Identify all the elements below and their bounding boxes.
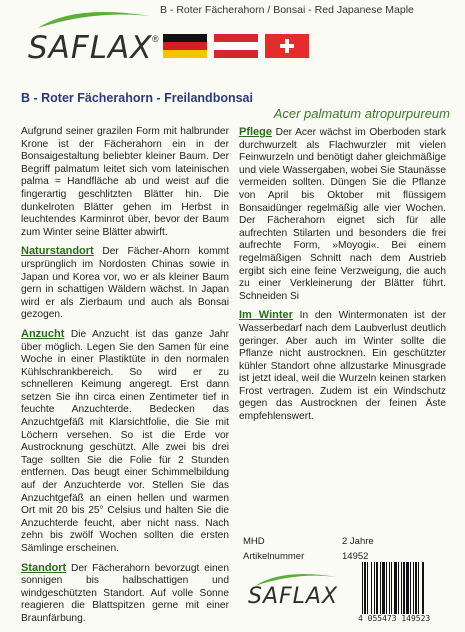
barcode-bar — [403, 562, 405, 614]
left-column — [21, 126, 229, 632]
standort-text: Der Fächerahorn bevorzugt einen sonnigen bis halbschattigen und windgeschützten Standort. Auf volle Sonne reagieren die Blattspitzen gerne mit einer Braunfärbung. — [21, 562, 229, 624]
footer-brand-wordmark: SAFLAX — [248, 584, 339, 609]
naturstandort-heading: Naturstandort — [21, 245, 94, 258]
austria-flag-icon — [214, 34, 258, 58]
right-column — [239, 126, 446, 430]
barcode-bar — [422, 562, 424, 614]
barcode-bar — [367, 562, 368, 614]
barcode-bar — [406, 562, 409, 614]
header — [0, 0, 465, 88]
barcode-bar — [398, 562, 399, 614]
winter-text: In den Wintermonaten ist der Wasserbedarf nach dem Laubverlust deutlich geringer. Aber auch im Winter sollte die Pflanze nicht austrocknen. Ein geschützter kühler Standort ohne allzustarke Minusgrade ist jetzt ideal, weil die Wurzeln keinen starken Frost vertragen. Zudem ist ein Windschutz gegen das Austrocknen der feinen Äste empfehlenswert. — [239, 310, 446, 423]
barcode-bar — [413, 562, 414, 614]
barcode-bar — [362, 562, 363, 614]
standort-heading: Standort — [21, 561, 67, 574]
barcode-digits: 4 055473 149523 — [358, 614, 431, 623]
product-top-line: B - Roter Fächerahorn / Bonsai - Red Japanese Maple — [160, 4, 414, 16]
registered-mark: ® — [152, 34, 159, 44]
standort-paragraph — [21, 562, 229, 626]
mhd-label: MHD — [243, 536, 265, 547]
naturstandort-text: Der Fächer-Ahorn kommt ursprünglich im Nordosten Chinas sowie in Japan und Korea vor, wo er als kleiner Baum gern in schattigen Wäldern wächst. In Japan wird er als Zierbaum und auch als Bonsai gezogen. — [21, 246, 229, 321]
barcode-bar — [380, 562, 381, 614]
germany-flag-icon — [163, 34, 207, 58]
article-label: Artikelnummer — [243, 551, 305, 562]
anzucht-text: Die Anzucht ist das ganze Jahr über möglich. Legen Sie den Samen für eine Woche in einer Plastiktüte in den normalen Kühlschrankbereich. So wird er zu schnelleren Keimung angeregt. Erst dann setzen Sie ihn circa einen Zentimeter tief in feuchte Anzuchterde. Bedecken das Anzuchtgefäß mit Klarsichtfolie, die Sie mit Löchern versehen. So ist die Erde vor Austrocknung geschützt. Alle zwei bis drei Tage sollten Sie die Folie für 2 Stunden entfernen. Das beugt einer Schimmelbildung auf der Anzuchterde vor. Stellen Sie das Anzuchtgefäß an einen hellen und warmen Ort mit 20 bis 25° Celsius und halten Sie die Anzuchterde feucht, aber nicht nass. Nach zehn bis zwölf Wochen sollten die ersten Sämlinge erscheinen. — [21, 328, 229, 554]
footer-saflax-logo — [248, 571, 344, 615]
pflege-paragraph — [239, 126, 446, 303]
naturstandort-paragraph — [21, 245, 229, 322]
pflege-heading: Pflege — [239, 126, 273, 138]
barcode-bar — [410, 562, 411, 614]
country-flags — [163, 34, 309, 58]
brand-wordmark: SAFLAX — [28, 30, 153, 66]
anzucht-paragraph — [21, 328, 229, 556]
pflege-text: Der Acer wächst im Oberboden stark durchwurzelt als Flachwurzler mit vielen Feinwurzeln und benötigt daher gleichmäßige und viele Wassergaben, wobei Sie Staunässe vermeiden sollten. Düngen Sie die Pflanze von April bis Oktober mit flüssigem Bonsaidünger regelmäßig alle vier Wochen. Der Fächerahorn eignet sich für alle aufrechten Stilarten und besonders die frei aufrechte Form, »Moyogi«. Bei einem regelmäßigen Schnitt nach dem Austrieb ergibt sich eine feine Verzweigung, die auch zu einer Verkleinerung der Blätter führt. Schneiden Si — [239, 127, 446, 302]
leaf-swoosh-icon — [34, 8, 154, 30]
barcode-bar — [401, 562, 402, 614]
latin-name: Acer palmatum atropurpureum — [273, 106, 450, 121]
barcode-bar — [371, 562, 372, 614]
switzerland-flag-icon — [265, 34, 309, 58]
barcode-bar — [389, 562, 390, 614]
barcode-bar — [376, 562, 378, 614]
barcode-bars — [358, 562, 456, 614]
barcode-bar — [386, 562, 387, 614]
barcode-bar — [364, 562, 366, 614]
saflax-logo — [28, 8, 160, 66]
barcode-bar — [391, 562, 392, 614]
winter-paragraph — [239, 309, 446, 423]
mhd-value: 2 Jahre — [342, 536, 374, 547]
intro-paragraph: Aufgrund seiner grazilen Form mit halbrunder Krone ist der Fächerahorn ein in der Bonsaigestaltung beliebter kleiner Baum. Der Begriff palmatum leitet sich vom lateinischen palma = Handfläche ab und weist auf die fingerartig geschlitzten Blätter hin. Die dunkelroten Blätter gehen im Herbst in leuchtendes Karminrot über, bevor der Baum zum Winter seine Blätter abwirft. — [21, 126, 229, 238]
anzucht-heading: Anzucht — [21, 327, 65, 340]
barcode-bar — [382, 562, 385, 614]
barcode-bar — [374, 562, 375, 614]
barcode-bar — [394, 562, 397, 614]
article-value: 14952 — [342, 551, 369, 562]
barcode-bar — [415, 562, 417, 614]
winter-heading: Im Winter — [239, 309, 293, 322]
page-title: B - Roter Fächerahorn - Freilandbonsai — [21, 91, 253, 105]
barcode-bar — [418, 562, 419, 614]
barcode — [358, 562, 456, 624]
